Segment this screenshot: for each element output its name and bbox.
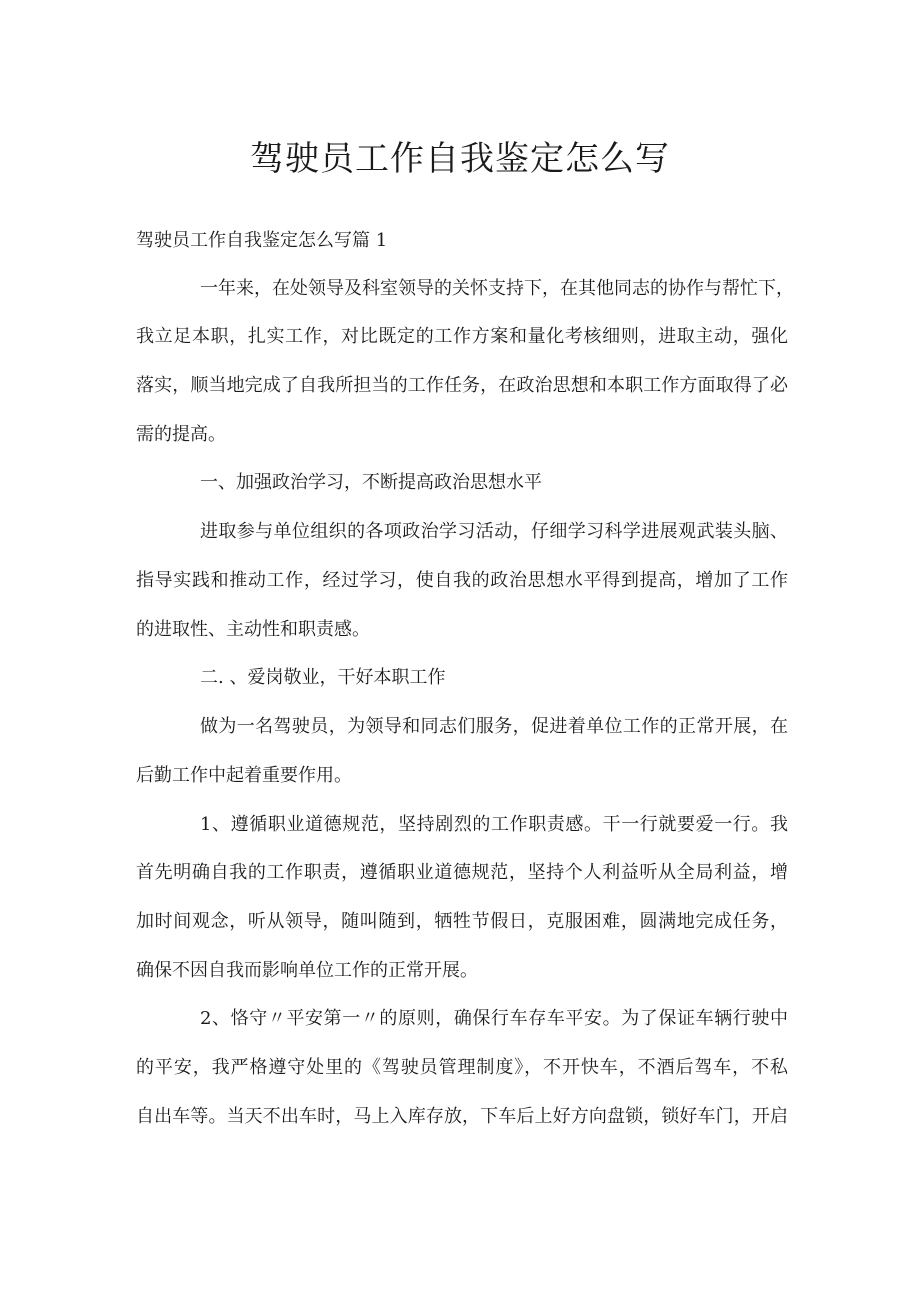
paragraph-line: 确保不因自我而影响单位工作的正常开展。 — [136, 960, 478, 981]
paragraph-line: 需的提高。 — [136, 424, 226, 445]
section-heading: 一、加强政治学习，不断提高政治思想水平 — [200, 472, 542, 493]
paragraph-line: 加时间观念，听从领导，随叫随到，牺牲节假日，克服困难，圆满地完成任务， — [136, 911, 788, 932]
paragraph-line: 进取参与单位组织的各项政治学习活动，仔细学习科学进展观武装头脑、 — [200, 521, 788, 542]
document-title: 驾驶员工作自我鉴定怎么写 — [250, 139, 670, 179]
paragraph-line: 我立足本职，扎实工作，对比既定的工作方案和量化考核细则，进取主动，强化 — [136, 326, 788, 347]
paragraph-line: 做为一名驾驶员，为领导和同志们服务，促进着单位工作的正常开展，在 — [200, 716, 788, 737]
paragraph-line: 2、恪守〃平安第一〃的原则，确保行车存车平安。为了保证车辆行驶中 — [200, 1008, 788, 1029]
paragraph-line: 首先明确自我的工作职责，遵循职业道德规范，坚持个人利益听从全局利益，增 — [136, 862, 788, 883]
paragraph-line: 指导实践和推动工作，经过学习，使自我的政治思想水平得到提高，增加了工作 — [136, 570, 788, 591]
paragraph-line: 1、遵循职业道德规范，坚持剧烈的工作职责感。干一行就要爱一行。我 — [200, 814, 788, 835]
section-heading: 二. 、爱岗敬业，干好本职工作 — [200, 667, 446, 688]
paragraph-line: 落实，顺当地完成了自我所担当的工作任务，在政治思想和本职工作方面取得了必 — [136, 375, 788, 396]
paragraph-line: 一年来，在处领导及科室领导的关怀支持下，在其他同志的协作与帮忙下， — [200, 278, 794, 299]
paragraph-line: 的平安，我严格遵守处里的《驾驶员管理制度》，不开快车，不酒后驾车，不私 — [136, 1057, 788, 1078]
document-subtitle: 驾驶员工作自我鉴定怎么写篇 1 — [136, 230, 388, 251]
paragraph-line: 后勤工作中起着重要作用。 — [136, 765, 352, 786]
paragraph-line: 的进取性、主动性和职责感。 — [136, 619, 370, 640]
paragraph-line: 自出车等。当天不出车时，马上入库存放，下车后上好方向盘锁，锁好车门，开启 — [136, 1106, 788, 1127]
